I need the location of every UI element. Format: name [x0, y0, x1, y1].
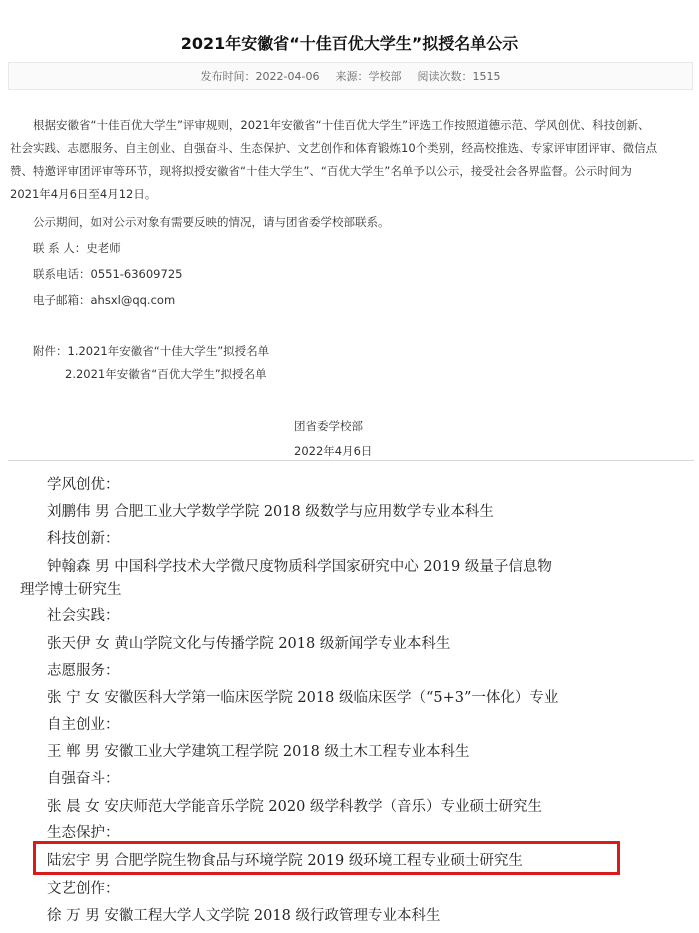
category-label: 社会实践： — [47, 608, 120, 624]
awardee-line-continued: 理学博士研究生 — [20, 582, 122, 598]
awardee-line: 张 宁 女 安徽医科大学第一临床医学院 2018 级临床医学（“5+3”一体化）专业 — [47, 690, 559, 706]
awardee-line: 钟翰森 男 中国科学技术大学微尺度物质科学国家研究中心 2019 级量子信息物 — [47, 559, 552, 575]
category-label: 生态保护： — [47, 825, 120, 841]
signature-org: 团省委学校部 — [294, 419, 363, 433]
highlight-box — [33, 841, 620, 875]
contact-person: 联 系 人：史老师 — [33, 241, 121, 255]
awardee-line: 张天伊 女 黄山学院文化与传播学院 2018 级新闻学专业本科生 — [47, 636, 451, 652]
category-label: 自主创业： — [47, 717, 120, 733]
awardee-line: 王 郸 男 安徽工业大学建筑工程学院 2018 级土木工程专业本科生 — [47, 744, 470, 760]
category-label: 学风创优： — [47, 477, 120, 493]
article-meta-bar — [8, 62, 693, 90]
intro-line-2: 社会实践、志愿服务、自主创业、自强奋斗、生态保护、文艺创作和体育锻炼10个类别，经高校推选、专家评审团评审、微信点 — [10, 141, 658, 155]
contact-email: 电子邮箱：ahsxl@qq.com — [33, 293, 176, 307]
intro-line-3: 赞、特邀评审团评审等环节，现将拟授安徽省“十佳大学生”、“百优大学生”名单予以公示，接受社会各界监督。公示时间为 — [10, 164, 632, 178]
category-label: 文艺创作： — [47, 881, 120, 897]
section-divider — [8, 460, 694, 461]
category-label: 自强奋斗： — [47, 771, 120, 787]
intro-line-4: 2021年4月6日至4月12日。 — [10, 187, 157, 201]
contact-phone: 联系电话：0551-63609725 — [33, 267, 183, 281]
awardee-line-highlighted: 陆宏宇 男 合肥学院生物食品与环境学院 2019 级环境工程专业硕士研究生 — [47, 853, 523, 869]
signature-date: 2022年4月6日 — [294, 444, 373, 458]
category-label: 科技创新： — [47, 531, 120, 547]
publish-time: 发布时间：2022-04-06 — [200, 70, 320, 83]
article-title: 2021年安徽省“十佳百优大学生”拟授名单公示 — [180, 34, 519, 53]
feedback-note: 公示期间，如对公示对象有需要反映的情况，请与团省委学校部联系。 — [33, 215, 390, 229]
view-count: 阅读次数：1515 — [417, 70, 501, 83]
attachment-link-1[interactable]: 附件：1.2021年安徽省“十佳大学生”拟授名单 — [33, 344, 270, 358]
intro-line-1: 根据安徽省“十佳百优大学生”评审规则，2021年安徽省“十佳百优大学生”评选工作按照道德示范、学风创优、科技创新、 — [33, 118, 650, 132]
awardee-line: 张 晨 女 安庆师范大学能音乐学院 2020 级学科教学（音乐）专业硕士研究生 — [47, 799, 542, 815]
attachment-link-2[interactable]: 2.2021年安徽省“百优大学生”拟授名单 — [65, 367, 267, 381]
awardee-line: 刘鹏伟 男 合肥工业大学数学学院 2018 级数学与应用数学专业本科生 — [47, 504, 494, 520]
category-label: 志愿服务： — [47, 663, 120, 679]
source: 来源：学校部 — [335, 70, 402, 83]
awardee-line: 徐 万 男 安徽工程大学人文学院 2018 级行政管理专业本科生 — [47, 908, 441, 924]
